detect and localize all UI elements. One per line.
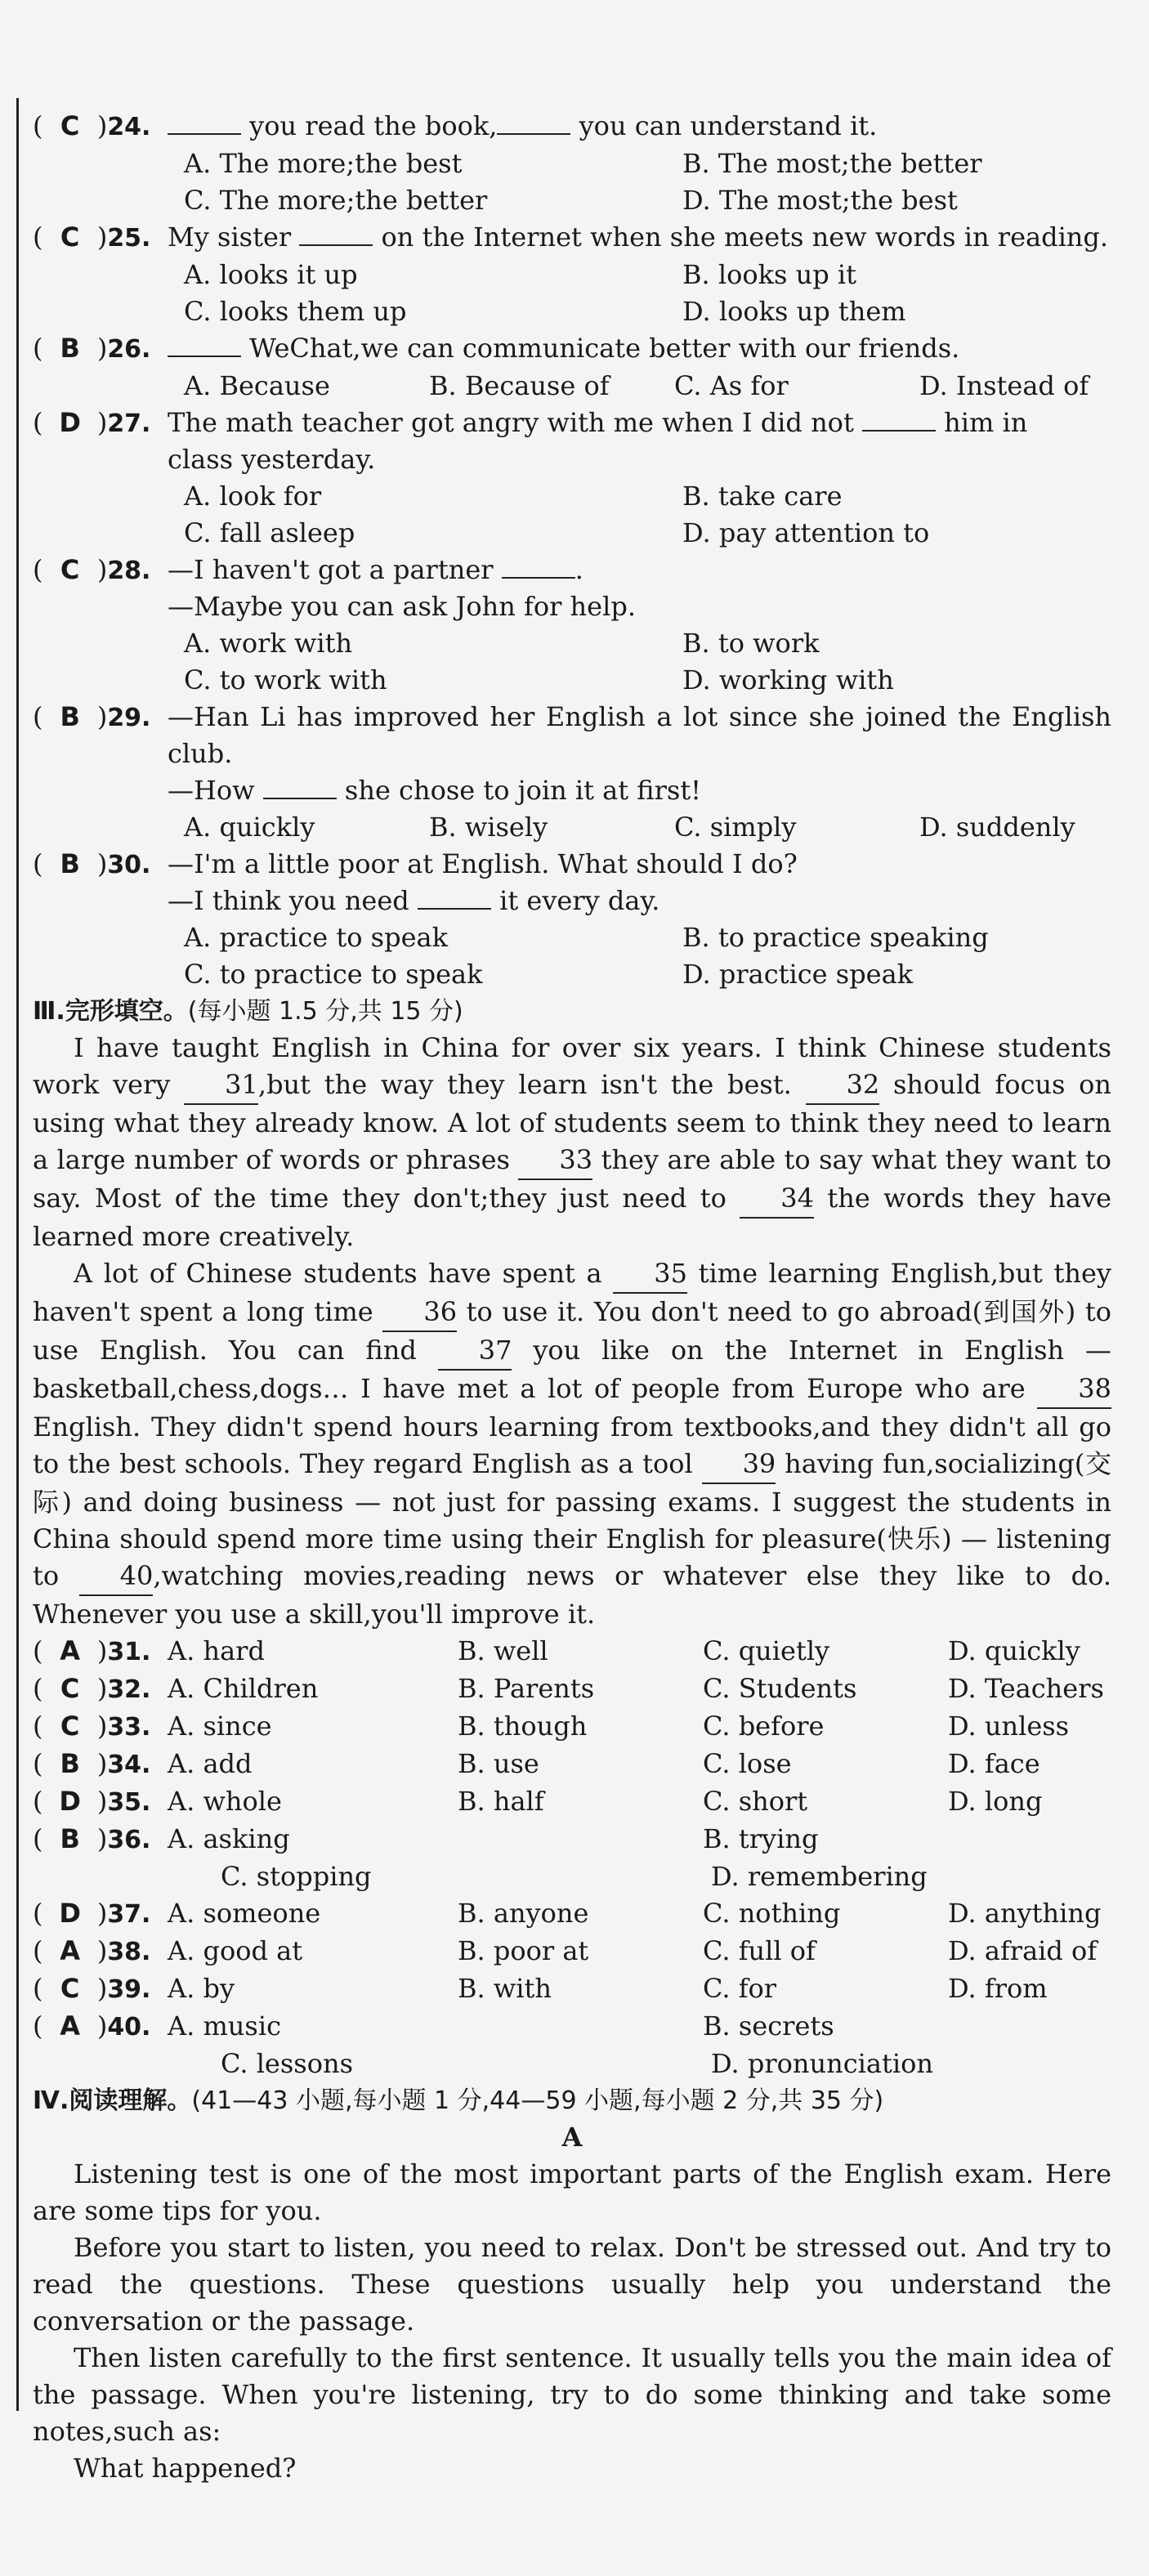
cloze-paragraph-2: A lot of Chinese students have spent a 35 time learning English,but they haven't spent a long time 36 to use it. You don't need to go abroad(到国外) to use English. You can find 37 you like on the Internet in English — basketball,chess,dogs… I have met a lot of people from Europe who are 38 English. They didn't spend hours learning from textbooks,and they didn't all go to the best schools. They regard English as a tool 39 having fun,socializing(交际) and doing business — not just for passing exams. I suggest the students in China should spend more time using their English for pleasure(快乐) — listening to 40,watching movies,reading news or whatever else they like to do. Whenever you use a skill,you'll improve it.	[33, 1255, 1111, 1633]
question-27: ( D )27. The math teacher got angry with me when I did not him in class yesterday.	[33, 405, 1111, 478]
blank-40: 40	[79, 1558, 154, 1596]
blank-35: 35	[613, 1255, 687, 1294]
cloze-question-39: ( C )39. A. by B. with C. for D. from	[33, 1973, 1048, 2004]
cloze-question-40: ( A )40. A. music B. secrets	[33, 2010, 834, 2042]
question-28: ( C )28. —I haven't got a partner . —Maybe you can ask John for help.	[33, 552, 1111, 625]
blank	[168, 356, 241, 357]
cloze-question-38: ( A )38. A. good at B. poor at C. full of D. afraid of	[33, 1935, 1098, 1966]
section-4-heading: Ⅳ.阅读理解。(41—43 小题,每小题 1 分,44—59 小题,每小题 2 分,共 35 分)	[33, 2086, 884, 2115]
blank	[502, 577, 575, 579]
blank	[862, 430, 936, 432]
cloze-question-35: ( D )35. A. whole B. half C. short D. long	[33, 1786, 1043, 1817]
cloze-question-31: ( A )31. A. hard B. well C. quietly D. quickly	[33, 1635, 1080, 1666]
blank	[263, 798, 337, 799]
answer: B	[60, 848, 80, 879]
options: C. The more;the better D. The most;the best	[184, 185, 958, 216]
reading-paragraph: Before you start to listen, you need to relax. Don't be stressed out. And try to read the questions. These questions usually help you understand the conversation or the passage.	[33, 2232, 1111, 2337]
reading-paragraph: Then listen carefully to the first sentence. It usually tells you the main idea of the passage. When you're listening, try to do some thinking and take some notes,such as:	[33, 2342, 1111, 2447]
blank-31: 31	[184, 1067, 258, 1105]
cloze-question-36-cont: C. stopping D. remembering	[221, 1861, 928, 1892]
options: A. looks it up B. looks up it	[184, 259, 856, 290]
options: C. to work with D. working with	[184, 664, 894, 695]
options: C. looks them up D. looks up them	[184, 296, 906, 327]
blank-37: 37	[438, 1332, 512, 1371]
question-29: ( B )29. —Han Li has improved her English a lot since she joined the English club. —How she chose to join it at first!	[33, 699, 1111, 809]
blank-32: 32	[806, 1067, 880, 1105]
section-3-heading: Ⅲ.完形填空。(每小题 1.5 分,共 15 分)	[33, 997, 463, 1026]
cloze-question-37: ( D )37. A. someone B. anyone C. nothing D. anything	[33, 1898, 1102, 1929]
answer: C	[60, 554, 80, 585]
cloze-question-36: ( B )36. A. asking B. trying	[33, 1823, 819, 1854]
answer: C	[60, 221, 80, 253]
options: C. to practice to speak D. practice speak	[184, 959, 914, 990]
content	[33, 108, 1111, 2487]
blank	[168, 133, 241, 135]
answer: D	[59, 407, 81, 438]
cloze-question-34: ( B )34. A. add B. use C. lose D. face	[33, 1748, 1040, 1779]
question-26: ( B )26. WeChat,we can communicate better with our friends.	[33, 330, 1111, 368]
options: A. look for B. take care	[184, 481, 843, 512]
passage-label: A	[561, 2122, 583, 2153]
options: A. Because B. Because of C. As for D. Instead of	[184, 370, 1089, 401]
options: A. The more;the best B. The most;the better	[184, 148, 982, 179]
answer: B	[60, 701, 80, 732]
blank	[418, 908, 491, 910]
blank-39: 39	[702, 1446, 776, 1484]
reading-paragraph: What happened?	[74, 2453, 297, 2484]
options: C. fall asleep D. pay attention to	[184, 517, 930, 548]
options: A. work with B. to work	[184, 628, 820, 659]
blank-33: 33	[518, 1142, 592, 1180]
blank	[497, 133, 570, 135]
cloze-question-33: ( C )33. A. since B. though C. before D. unless	[33, 1711, 1070, 1742]
options: A. practice to speak B. to practice speaking	[184, 922, 989, 953]
blank	[299, 244, 373, 246]
question-30: ( B )30. —I'm a little poor at English. What should I do? —I think you need it every day.	[33, 846, 1111, 919]
blank-36: 36	[382, 1294, 457, 1332]
blank-34: 34	[740, 1180, 814, 1219]
reading-paragraph: Listening test is one of the most important parts of the English exam. Here are some tips for you.	[33, 2158, 1111, 2226]
question-25: ( C )25. My sister on the Internet when she meets new words in reading.	[33, 219, 1111, 257]
cloze-question-40-cont: C. lessons D. pronunciation	[221, 2048, 933, 2079]
margin-line	[16, 98, 19, 2411]
cloze-question-32: ( C )32. A. Children B. Parents C. Students D. Teachers	[33, 1673, 1104, 1704]
answer: B	[60, 333, 80, 364]
question-24: ( C )24. you read the book, you can understand it.	[33, 108, 1111, 145]
options: A. quickly B. wisely C. simply D. suddenly	[184, 812, 1075, 843]
answer: C	[60, 110, 80, 141]
blank-38: 38	[1037, 1371, 1111, 1409]
cloze-paragraph-1: I have taught English in China for over six years. I think Chinese students work very 31,but the way they learn isn't the best. 32 should focus on using what they already know. A lot of students seem to think they need to learn a large number of words or phrases 33 they are able to say what they want to say. Most of the time they don't;they just need to 34 the words they have learned more creatively.	[33, 1032, 1112, 1252]
